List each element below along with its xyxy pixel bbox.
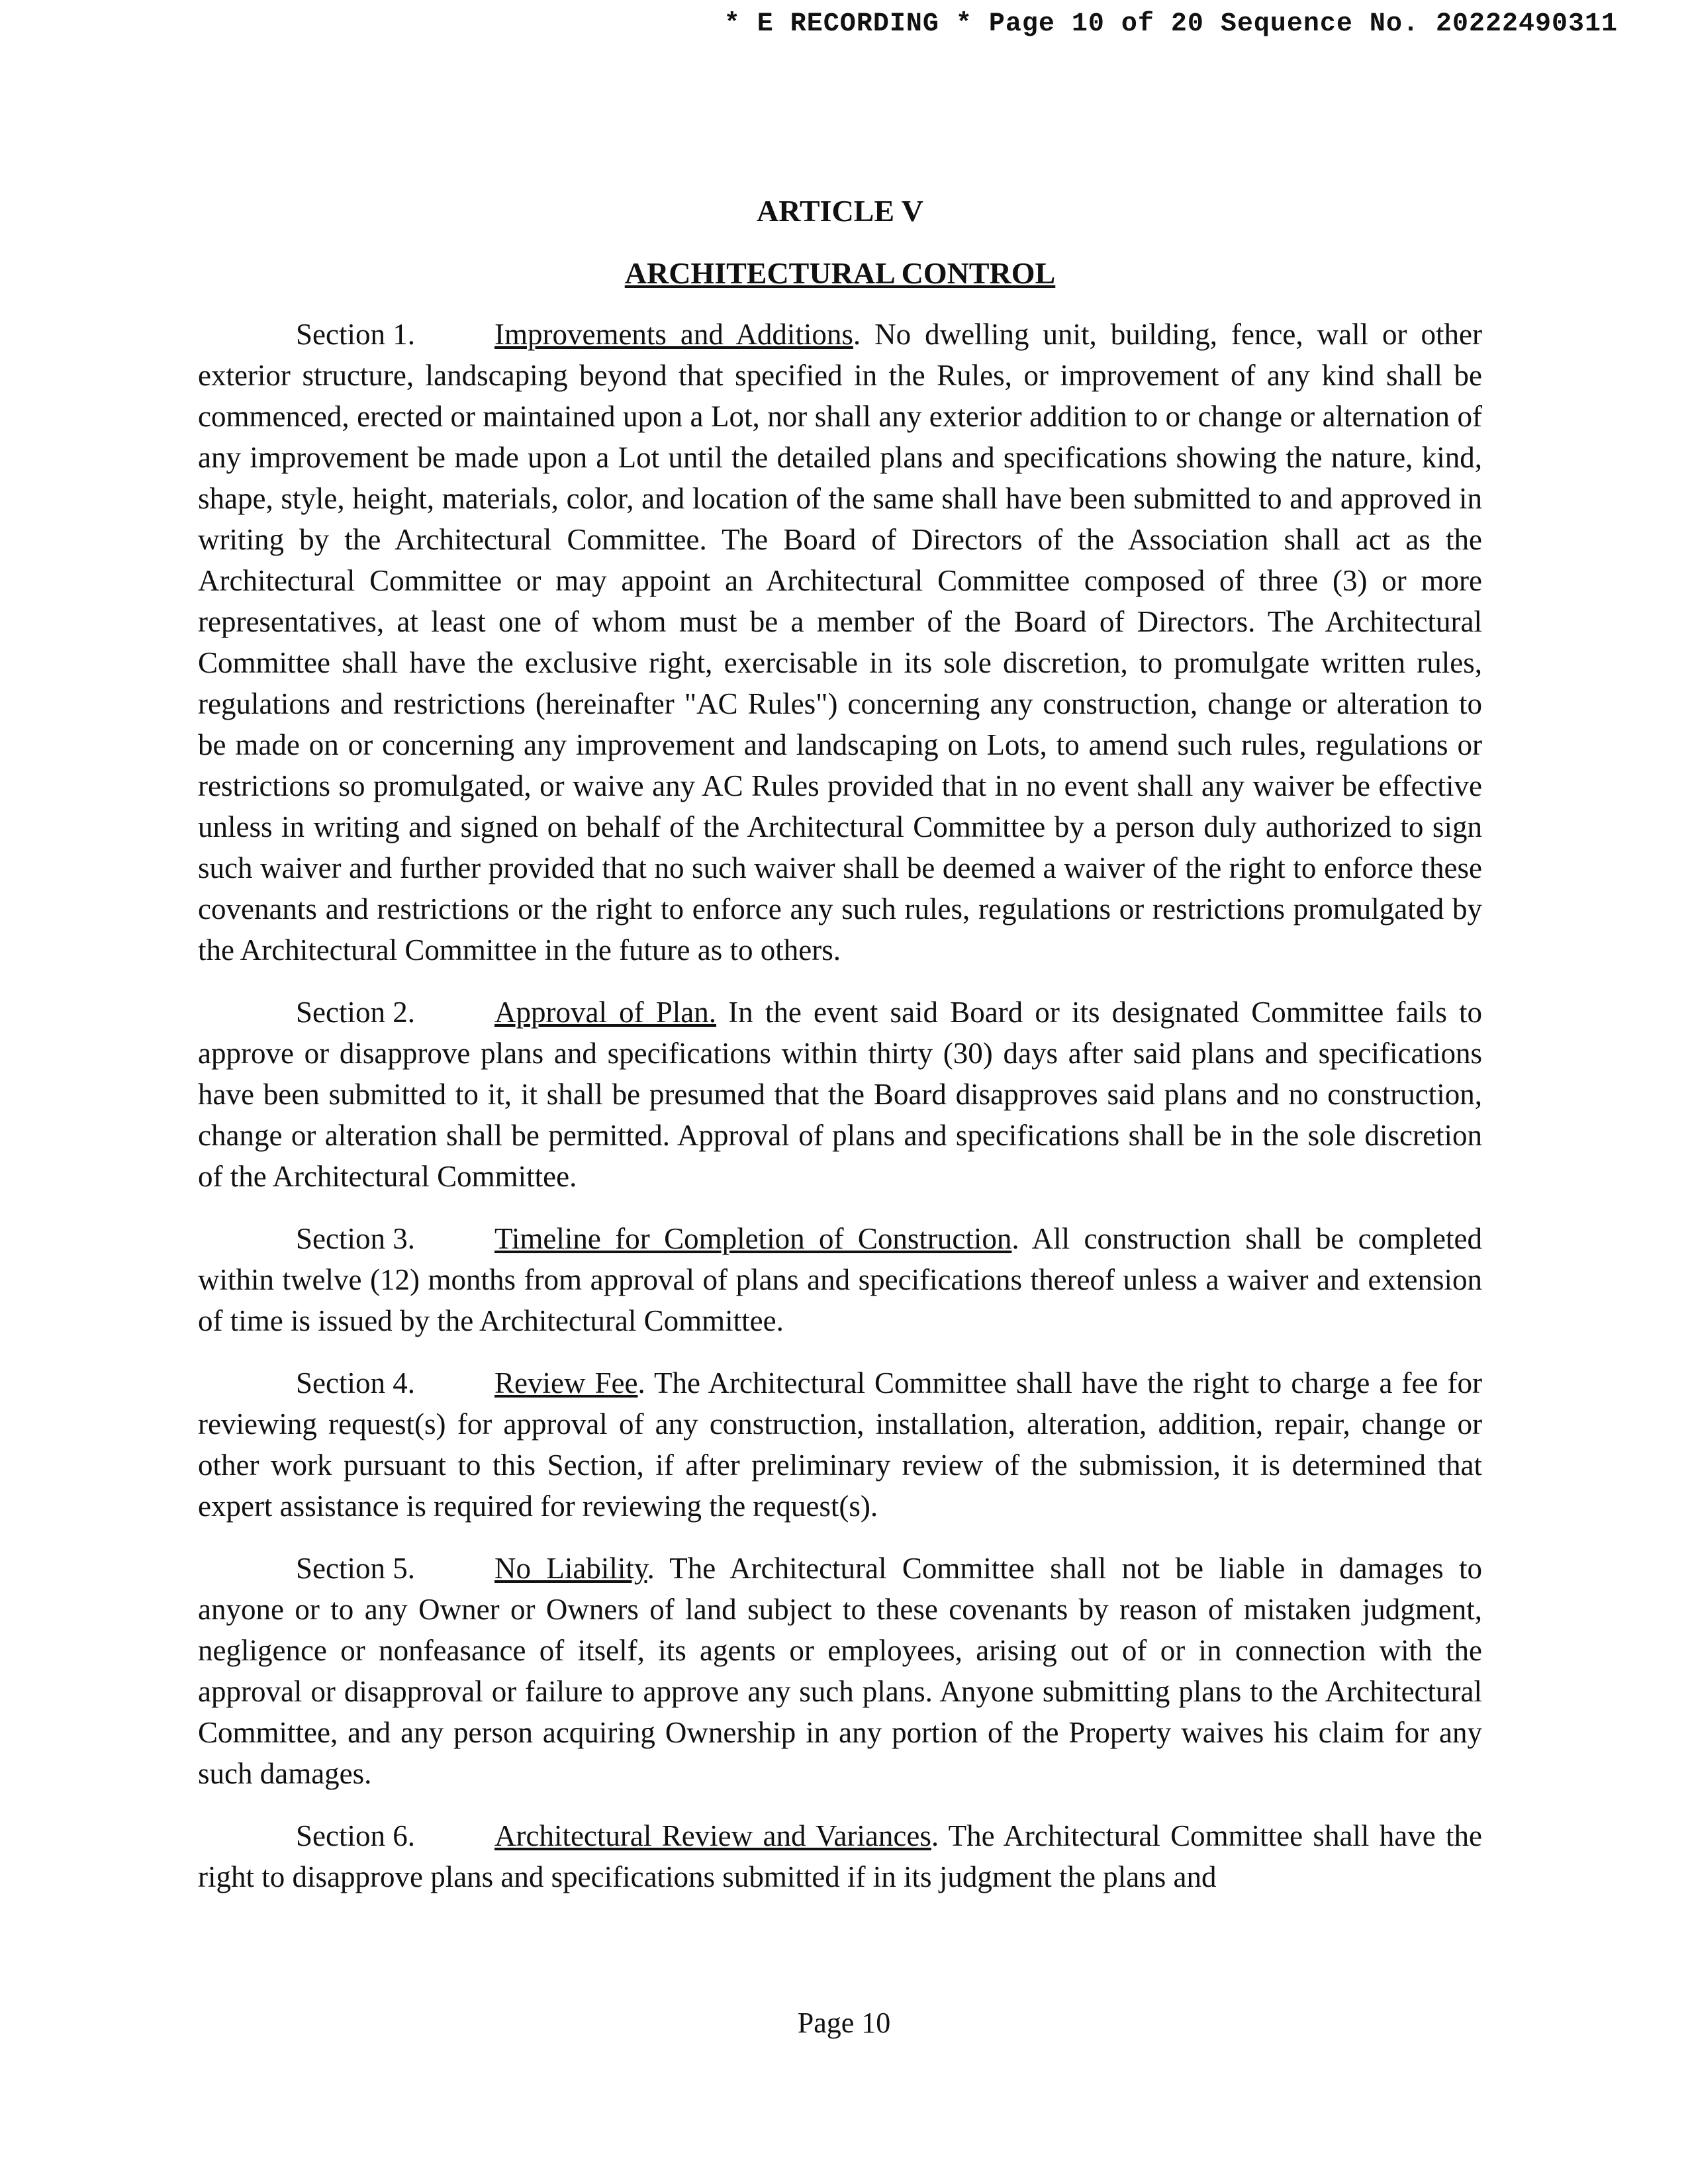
section-title: Improvements and Additions [494,318,853,351]
section-1 [198,314,1482,971]
page-number: Page 10 [797,2007,891,2039]
section-title: Approval of Plan. [494,996,717,1029]
section-6 [198,1815,1482,1897]
section-body: . The Architectural Committee shall not be liable in damages to anyone or to any Owner or Owners of land subject to these covenants by reason of mistaken judgment, negligence or nonfeasance of itself, its agents or employees, arising out of or in connection with the approval or disapproval or failure to approve any such plans. Anyone submitting plans to the Architectural Committee, and any person acquiring Ownership in any portion of the Property waives his claim for any such damages. [198,1552,1482,1790]
section-5 [198,1548,1482,1794]
section-body: . All construction shall be completed within twelve (12) months from approval of plans and specifications thereof unless a waiver and extension of time is issued by the Architectural Committee. [198,1222,1482,1337]
section-title: Timeline for Completion of Construction [494,1222,1012,1255]
section-body: . No dwelling unit, building, fence, wall or other exterior structure, landscaping beyond that specified in the Rules, or improvement of any kind shall be commenced, erected or maintained upon a Lot, nor shall any exterior addition to or change or alternation of any improvement be made upon a Lot until the detailed plans and specifications showing the nature, kind, shape, style, height, materials, color, and location of the same shall have been submitted to and approved in writing by the Architectural Committee. The Board of Directors of the Association shall act as the Architectural Committee or may appoint an Architectural Committee composed of three (3) or more representatives, at least one of whom must be a member of the Board of Directors. The Architectural Committee shall have the exclusive right, exercisable in its sole discretion, to promulgate written rules, regulations and restrictions (hereinafter "AC Rules") concerning any construction, change or alteration to be made on or concerning any improvement and landscaping on Lots, to amend such rules, regulations or restrictions so promulgated, or waive any AC Rules provided that in no event shall any waiver be effective unless in writing and signed on behalf of the Architectural Committee by a person duly authorized to sign such waiver and further provided that no such waiver shall be deemed a waiver of the right to enforce these covenants and restrictions or the right to enforce any such rules, regulations or restrictions promulgated by the Architectural Committee in the future as to others. [198,318,1482,967]
section-3 [198,1218,1482,1341]
article-number: ARTICLE V [757,194,923,228]
section-label: Section 6. [296,1819,415,1852]
section-body: In the event said Board or its designated Committee fails to approve or disapprove plans and specifications within thirty (30) days after said plans and specifications have been submitted to it, it shall be presumed that the Board disapproves said plans and no construction, change or alteration shall be permitted. Approval of plans and specifications shall be in the sole discretion of the Architectural Committee. [198,996,1482,1193]
article-title: ARCHITECTURAL CONTROL [624,256,1056,290]
section-title: Architectural Review and Variances [494,1819,931,1852]
section-label: Section 5. [296,1552,415,1585]
section-label: Section 1. [296,318,415,351]
section-label: Section 3. [296,1222,415,1255]
section-2 [198,992,1482,1197]
section-body: . The Architectural Committee shall have the right to disapprove plans and specifications submitted if in its judgment the plans and [198,1819,1482,1893]
recording-stamp: * E RECORDING * Page 10 of 20 Sequence No. 20222490311 [724,9,1618,39]
section-4 [198,1362,1482,1527]
section-body: . The Architectural Committee shall have the right to charge a fee for reviewing request(s) for approval of any construction, installation, alteration, addition, repair, change or other work pursuant to this Section, if after preliminary review of the submission, it is determined that expert assistance is required for reviewing the request(s). [198,1366,1482,1523]
section-label: Section 4. [296,1366,415,1400]
section-label: Section 2. [296,996,415,1029]
section-title: No Liability [494,1552,647,1585]
section-title: Review Fee [494,1366,638,1400]
document-page [198,191,1482,1919]
